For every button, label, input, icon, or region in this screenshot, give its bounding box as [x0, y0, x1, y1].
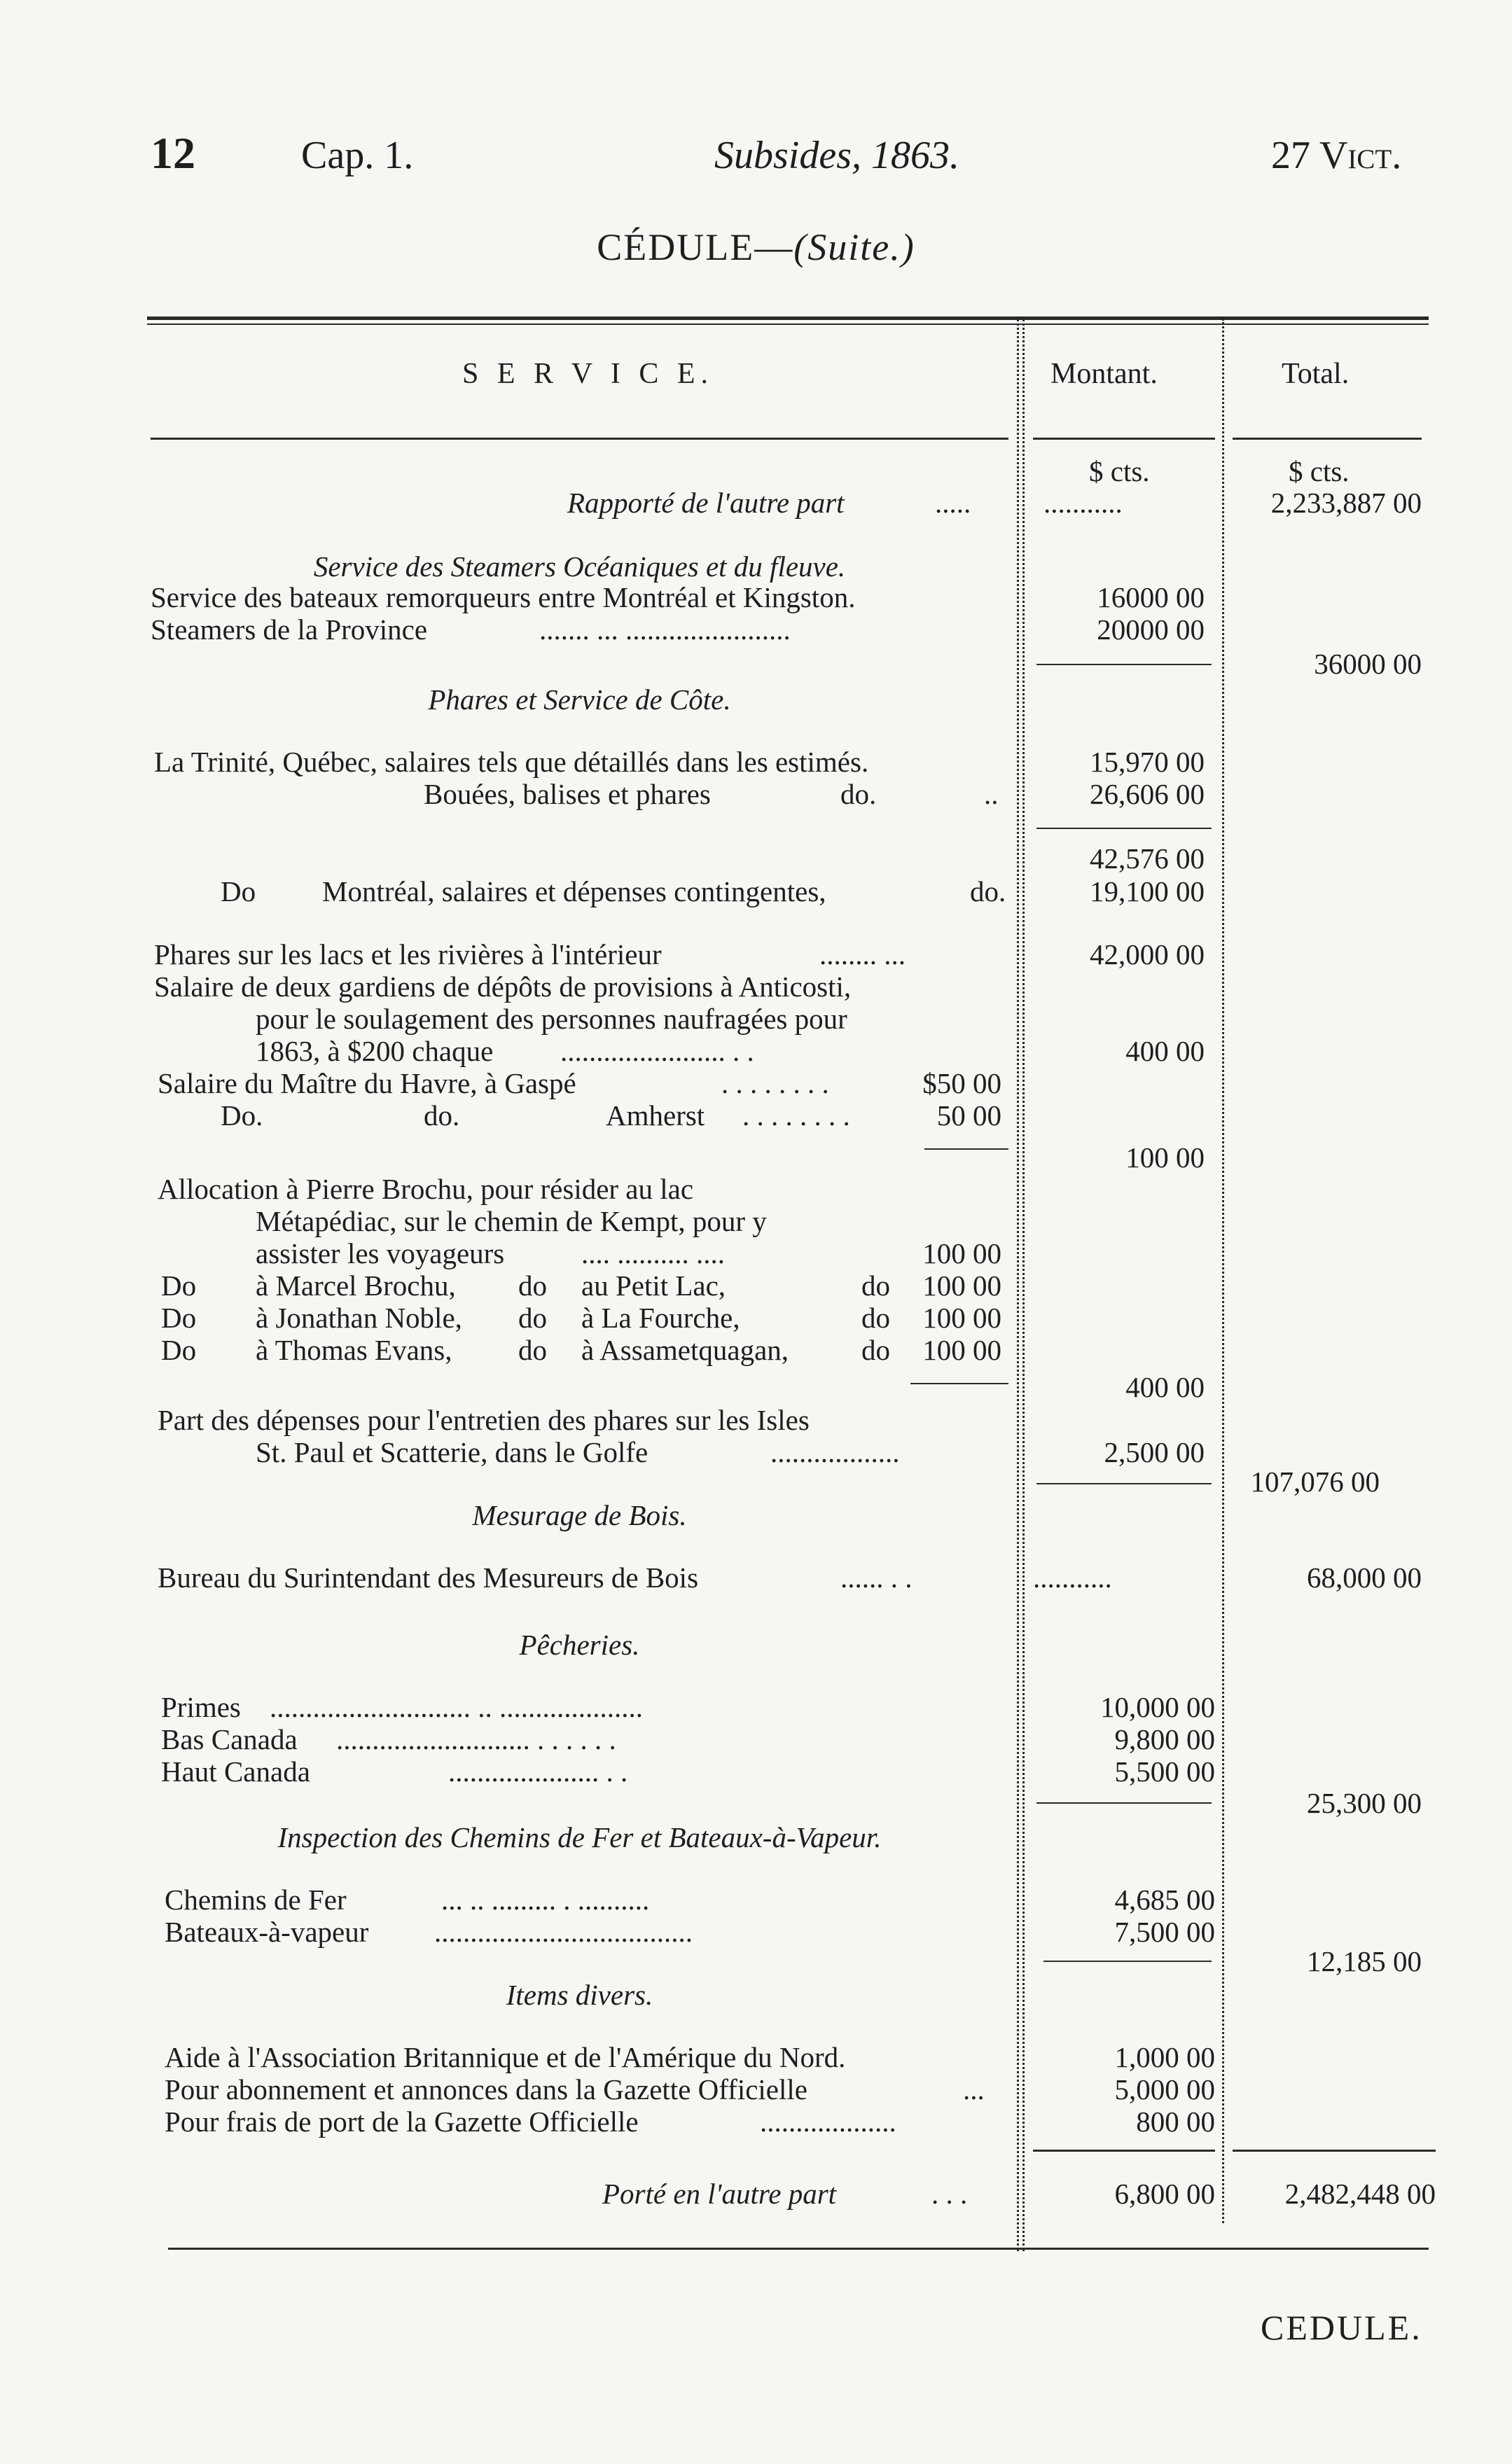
brought-forward-label: Rapporté de l'autre part [567, 487, 845, 519]
row-label: La Trinité, Québec, salaires tels que détaillés dans les estimés. [154, 746, 869, 778]
montant-value: 10,000 00 [1100, 1691, 1215, 1723]
place-label: au Petit Lac, [581, 1269, 726, 1302]
ditto-mark: do [518, 1302, 547, 1334]
ditto-mark: do. [424, 1099, 460, 1132]
dot-leader: ........... [1043, 487, 1123, 519]
subtotal-rule [1036, 1802, 1212, 1804]
dot-leader: .................. [770, 1436, 900, 1468]
carried-forward-label: Porté en l'autre part [602, 2178, 837, 2210]
ditto-mark: Do [161, 1334, 197, 1366]
header-rule-service [151, 438, 1008, 440]
section-total: 36000 00 [1314, 648, 1422, 680]
row-label: Pour abonnement et annonces dans la Gazette Officielle [165, 2073, 807, 2105]
ditto-mark: do [518, 1334, 547, 1366]
montant-value: 16000 00 [1097, 581, 1205, 613]
row-label: Bas Canada [161, 1723, 298, 1755]
montant-value: 26,606 00 [1090, 778, 1205, 810]
section-total: 68,000 00 [1307, 1561, 1422, 1594]
dot-leader: ..................... . . [448, 1755, 628, 1788]
montant-value: 1,000 00 [1114, 2041, 1215, 2073]
row-label: Phares sur les lacs et les rivières à l'intérieur [154, 938, 662, 970]
carry-rule-montant [1033, 2150, 1215, 2152]
row-label-continued: Métapédiac, sur le chemin de Kempt, pour y [256, 1205, 767, 1237]
row-label: Aide à l'Association Britannique et de l'Amérique du Nord. [165, 2041, 846, 2073]
row-label: Amherst [606, 1099, 705, 1132]
ditto-mark: do [518, 1269, 547, 1302]
dot-leader: ... [963, 2073, 985, 2105]
header-rule-total [1233, 438, 1422, 440]
column-divider-service [1017, 319, 1019, 2251]
subtotal-rule [1036, 828, 1212, 829]
row-label-continued: assister les voyageurs [256, 1237, 505, 1269]
subtotal-rule [1036, 1483, 1212, 1484]
row-label: Salaire de deux gardiens de dépôts de provisions à Anticosti, [154, 970, 852, 1003]
regnal-year: 27 Vict. [1271, 134, 1402, 177]
carried-forward-montant: 6,800 00 [1114, 2178, 1215, 2210]
montant-value: 7,500 00 [1114, 1916, 1215, 1948]
montant-value: 15,970 00 [1090, 746, 1205, 778]
sub-amount: 100 00 [922, 1269, 1001, 1302]
sub-amount: 100 00 [922, 1334, 1001, 1366]
section-total: 25,300 00 [1307, 1787, 1422, 1819]
column-header-service: S E R V I C E. [462, 358, 714, 390]
montant-value: 400 00 [1125, 1035, 1205, 1067]
subtotal-rule [910, 1383, 1008, 1384]
row-label: Allocation à Pierre Brochu, pour résider au lac [158, 1173, 694, 1205]
carried-forward-total: 2,482,448 00 [1284, 2178, 1436, 2210]
section-heading-pecheries: Pêcheries. [519, 1629, 640, 1661]
place-label: à Assametquagan, [581, 1334, 789, 1366]
column-header-montant: Montant. [1050, 358, 1158, 390]
dot-leader: . . . . . . . . [721, 1067, 829, 1099]
row-label: à Jonathan Noble, [256, 1302, 462, 1334]
montant-value: 400 00 [1125, 1371, 1205, 1403]
top-rule-thin [147, 323, 1429, 325]
row-label: Steamers de la Province [151, 613, 428, 646]
row-label: Bureau du Surintendant des Mesureurs de Bois [158, 1561, 699, 1594]
top-rule-thick [147, 316, 1429, 320]
montant-value: 20000 00 [1097, 613, 1205, 646]
row-label: Chemins de Fer [165, 1884, 347, 1916]
section-heading-items-divers: Items divers. [506, 1979, 653, 2011]
ditto-mark: do. [840, 778, 877, 810]
montant-value: 5,000 00 [1114, 2073, 1215, 2105]
montant-subtotal: 42,576 00 [1090, 842, 1205, 875]
dot-leader: ...... . . [840, 1561, 913, 1594]
montant-units: $ cts. [1089, 455, 1150, 487]
montant-value: 800 00 [1136, 2105, 1215, 2138]
montant-value: 42,000 00 [1090, 938, 1205, 970]
sub-amount: 100 00 [922, 1302, 1001, 1334]
section-heading-phares: Phares et Service de Côte. [428, 683, 731, 716]
ditto-mark: Do [161, 1302, 197, 1334]
row-label: Bouées, balises et phares [424, 778, 711, 810]
section-heading-inspection: Inspection des Chemins de Fer et Bateaux-à-Vapeur. [277, 1821, 882, 1853]
row-label: à Marcel Brochu, [256, 1269, 456, 1302]
dot-leader: . . . . . . . . [742, 1099, 850, 1132]
row-label: Pour frais de port de la Gazette Officielle [165, 2105, 639, 2138]
place-label: à La Fourche, [581, 1302, 740, 1334]
subtotal-rule [1036, 664, 1212, 665]
total-units: $ cts. [1289, 455, 1350, 487]
chapter-label: Cap. 1. [301, 134, 414, 177]
ditto-mark: do [861, 1269, 890, 1302]
montant-value: 4,685 00 [1114, 1884, 1215, 1916]
brought-forward-total: 2,233,887 00 [1270, 487, 1422, 519]
catchword: CEDULE. [1261, 2308, 1422, 2347]
section-heading-mesurage: Mesurage de Bois. [472, 1499, 687, 1531]
schedule-title: CÉDULE—(Suite.) [597, 226, 915, 268]
ditto-mark: Do. [221, 1099, 263, 1132]
row-label-continued: St. Paul et Scatterie, dans le Golfe [256, 1436, 649, 1468]
dot-leader: .... .......... .... [581, 1237, 725, 1269]
row-label: à Thomas Evans, [256, 1334, 452, 1366]
page-number: 12 [151, 128, 195, 178]
carry-rule-total [1233, 2150, 1436, 2152]
row-label: Bateaux-à-vapeur [165, 1916, 369, 1948]
montant-value: 100 00 [1125, 1141, 1205, 1174]
subtotal-rule [924, 1148, 1008, 1150]
dot-leader: ........... [1033, 1561, 1112, 1594]
montant-value: 19,100 00 [1090, 875, 1205, 907]
ditto-mark: do. [970, 875, 1006, 907]
dot-leader: ... .. ......... . .......... [441, 1884, 650, 1916]
dot-leader: ....... ... ....................... [539, 613, 791, 646]
dot-leader: .. [984, 778, 999, 810]
ditto-mark: do [861, 1302, 890, 1334]
dot-leader: . . . [931, 2178, 968, 2210]
ditto-mark: Do [221, 875, 256, 907]
header-rule-montant [1033, 438, 1215, 440]
bottom-rule [168, 2248, 1429, 2250]
dot-leader: ........ ... [819, 938, 906, 970]
column-divider-service-2 [1022, 319, 1025, 2251]
section-heading-steamers: Service des Steamers Océaniques et du fleuve. [313, 550, 846, 583]
row-label: Salaire du Maître du Havre, à Gaspé [158, 1067, 576, 1099]
sub-amount: 50 00 [936, 1099, 1001, 1132]
dot-leader: .................................... [434, 1916, 693, 1948]
montant-value: 5,500 00 [1114, 1755, 1215, 1788]
subtotal-rule [1043, 1961, 1212, 1962]
column-header-total: Total. [1282, 358, 1350, 390]
sub-amount: $50 00 [922, 1067, 1001, 1099]
row-label: Montréal, salaires et dépenses contingentes, [322, 875, 826, 907]
dot-leader: ................... [760, 2105, 896, 2138]
row-label: Service des bateaux remorqueurs entre Montréal et Kingston. [151, 581, 856, 613]
subject-label: Subsides, 1863. [714, 134, 959, 177]
row-label: Part des dépenses pour l'entretien des phares sur les Isles [158, 1404, 810, 1436]
section-total: 12,185 00 [1307, 1945, 1422, 1977]
column-divider-montant [1222, 319, 1224, 2223]
dot-leader: ..... [935, 487, 971, 519]
montant-value: 2,500 00 [1104, 1436, 1205, 1468]
ditto-mark: Do [161, 1269, 197, 1302]
section-total: 107,076 00 [1250, 1466, 1380, 1498]
ditto-mark: do [861, 1334, 890, 1366]
row-label-continued: pour le soulagement des personnes naufragées pour [256, 1003, 847, 1035]
dot-leader: ............................ .. .................... [270, 1691, 643, 1723]
sub-amount: 100 00 [922, 1237, 1001, 1269]
montant-value: 9,800 00 [1114, 1723, 1215, 1755]
row-label: Primes [161, 1691, 241, 1723]
row-label-continued: 1863, à $200 chaque [256, 1035, 494, 1067]
dot-leader: ....................... . . [560, 1035, 754, 1067]
dot-leader: ........................... . . . . . . [336, 1723, 616, 1755]
row-label: Haut Canada [161, 1755, 310, 1788]
